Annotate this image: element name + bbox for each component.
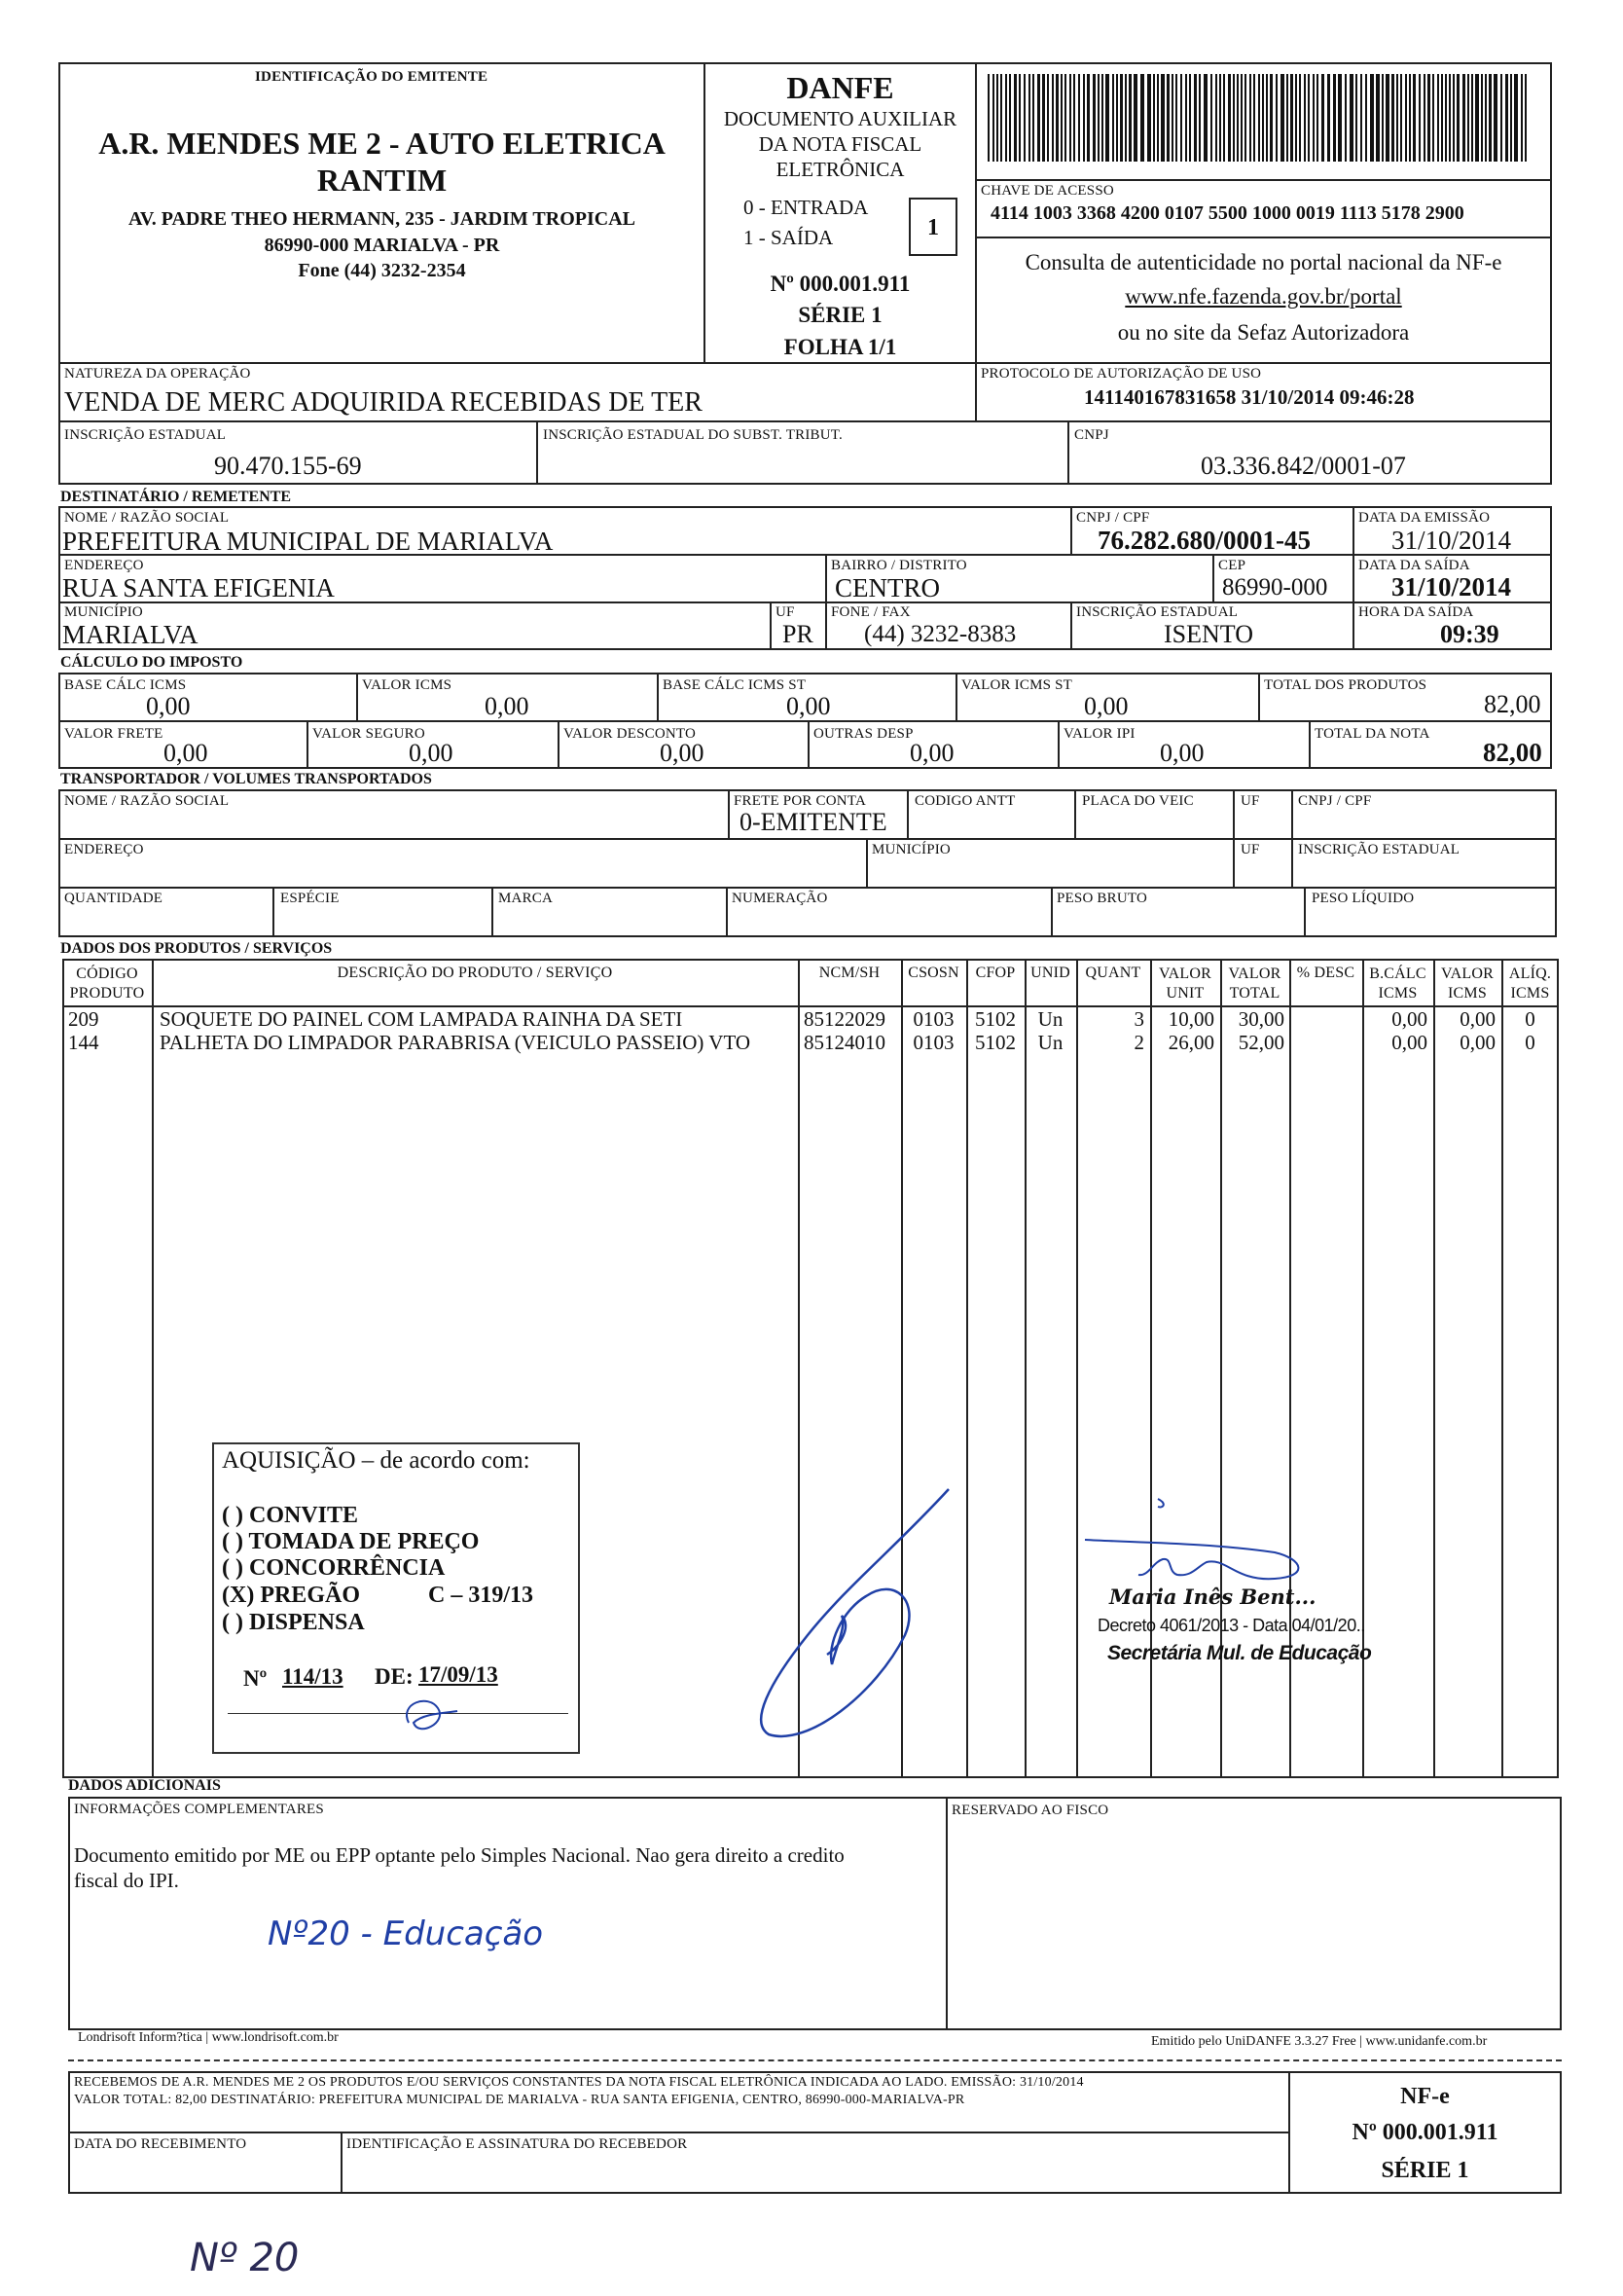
transp-uf2-label: UF — [1241, 842, 1260, 857]
col-desc: % DESC — [1296, 965, 1355, 981]
barcode-bar — [1087, 74, 1090, 162]
barcode-bar — [1338, 74, 1342, 162]
transp-especie-label: ESPÉCIE — [280, 891, 340, 906]
dest-saida-label: DATA DA SAÍDA — [1358, 558, 1470, 573]
barcode-bar — [1249, 74, 1251, 162]
barcode-bar — [1489, 74, 1492, 162]
dest-bairro-label: BAIRRO / DISTRITO — [831, 558, 967, 573]
transp-frete-value: 0-EMITENTE — [739, 808, 887, 836]
barcode-bar — [1258, 74, 1260, 162]
stamp-opt-pregao: (X) PREGÃO — [222, 1583, 360, 1608]
barcode-bar — [1409, 74, 1411, 162]
barcode-bar — [1485, 74, 1487, 162]
barcode-bar — [1290, 74, 1293, 162]
barcode-bar — [1005, 74, 1007, 162]
danfe-numero: Nº 000.001.911 — [770, 272, 911, 296]
barcode-bar — [1134, 74, 1137, 162]
danfe-title: DANFE — [786, 70, 894, 105]
produtos-section-label: DADOS DOS PRODUTOS / SERVIÇOS — [60, 940, 333, 957]
frete-label: VALOR FRETE — [64, 726, 163, 742]
barcode-bar — [1172, 74, 1173, 162]
barcode-bar — [1078, 74, 1080, 162]
barcode-bar — [1140, 74, 1144, 162]
barcode-bar — [1494, 74, 1497, 162]
barcode-bar — [1505, 74, 1508, 162]
barcode-bar — [1441, 74, 1443, 162]
barcode-bar — [1299, 74, 1301, 162]
assinatura-cargo: Secretária Mul. de Educação — [1107, 1642, 1372, 1664]
barcode-bar — [1233, 74, 1235, 162]
dest-uf-value: PR — [782, 620, 813, 648]
barcode-bar — [1210, 74, 1212, 162]
cnpj-value: 03.336.842/0001-07 — [1201, 452, 1406, 480]
barcode-bar — [1391, 74, 1394, 162]
dest-endereco-label: ENDEREÇO — [64, 558, 144, 573]
assinatura-decreto: Decreto 4061/2013 - Data 04/01/20.. — [1098, 1616, 1365, 1635]
total-nota-label: TOTAL DA NOTA — [1315, 726, 1430, 742]
canhoto-serie: SÉRIE 1 — [1381, 2158, 1469, 2183]
barcode-bar — [996, 74, 998, 162]
barcode-bar — [1129, 74, 1132, 162]
barcode-bar — [1215, 74, 1217, 162]
danfe-subtitle-3: ELETRÔNICA — [775, 158, 905, 181]
ipi-value: 0,00 — [1160, 739, 1205, 767]
barcode-bar — [1228, 74, 1231, 162]
barcode-bar — [1061, 74, 1063, 162]
barcode-bar — [1237, 74, 1239, 162]
transportador-section-label: TRANSPORTADOR / VOLUMES TRANSPORTADOS — [60, 771, 432, 787]
barcode-bar — [1370, 74, 1374, 162]
frete-value: 0,00 — [163, 739, 208, 767]
barcode-bar — [1064, 74, 1066, 162]
barcode-bar — [992, 74, 994, 162]
barcode-bar — [1327, 74, 1330, 162]
ie-value: 90.470.155-69 — [214, 452, 362, 480]
emitente-name-line2: RANTIM — [316, 163, 448, 199]
barcode-bar — [1069, 74, 1071, 162]
dest-fone-value: (44) 3232-8383 — [864, 621, 1017, 647]
barcode-bar — [1028, 74, 1030, 162]
consulta-text: Consulta de autenticidade no portal nacional da NF-e — [1025, 250, 1502, 274]
dest-hora-value: 09:39 — [1440, 620, 1499, 648]
desconto-value: 0,00 — [660, 739, 704, 767]
dest-cnpj-value: 76.282.680/0001-45 — [1098, 526, 1311, 555]
cnpj-label: CNPJ — [1074, 427, 1109, 443]
protocolo-value: 141140167831658 31/10/2014 09:46:28 — [1084, 385, 1415, 409]
barcode-bar — [1101, 74, 1103, 162]
barcode-bar — [1453, 74, 1455, 162]
barcode-bar — [1405, 74, 1407, 162]
col-codigo: CÓDIGO PRODUTO — [69, 966, 145, 1002]
base-icms-label: BASE CÁLC ICMS — [64, 677, 187, 693]
barcode-bar — [1457, 74, 1460, 162]
barcode-bar — [1280, 74, 1284, 162]
chave-label: CHAVE DE ACESSO — [981, 183, 1114, 199]
barcode-bar — [1083, 74, 1085, 162]
barcode-bar — [1157, 74, 1159, 162]
barcode-bar — [1037, 74, 1040, 162]
valor-st-value: 0,00 — [1084, 692, 1129, 720]
barcode-bar — [1112, 74, 1114, 162]
barcode-bar — [1223, 74, 1225, 162]
danfe-tipo: 1 — [927, 215, 939, 240]
barcode-bar — [1500, 74, 1502, 162]
transp-cnpj-label: CNPJ / CPF — [1298, 793, 1372, 809]
chave-value: 4114 1003 3368 4200 0107 5500 1000 0019 1113 5178 2900 — [991, 202, 1464, 224]
dest-municipio-value: MARIALVA — [62, 620, 198, 649]
barcode-bar — [1313, 74, 1315, 162]
transp-uf-label: UF — [1241, 793, 1260, 809]
stamp-num-label: Nº — [243, 1666, 268, 1691]
barcode-bar — [1396, 74, 1398, 162]
barcode-bar — [1167, 74, 1170, 162]
stamp-num-value: 114/13 — [282, 1664, 343, 1689]
barcode-bar — [1052, 74, 1054, 162]
barcode-bar — [1189, 74, 1191, 162]
barcode-bar — [1009, 74, 1011, 162]
barcode-bar — [1424, 74, 1425, 162]
natureza-value: VENDA DE MERC ADQUIRIDA RECEBIDAS DE TER — [64, 387, 703, 418]
stamp-title: AQUISIÇÃO – de acordo com: — [222, 1447, 530, 1474]
barcode-bar — [1014, 74, 1017, 162]
seguro-label: VALOR SEGURO — [312, 726, 425, 742]
barcode-bar — [1382, 74, 1384, 162]
consulta-sefaz: ou no site da Sefaz Autorizadora — [1117, 320, 1410, 345]
transp-peso-bruto-label: PESO BRUTO — [1057, 891, 1147, 906]
natureza-label: NATUREZA DA OPERAÇÃO — [64, 366, 251, 382]
danfe-subtitle-2: DA NOTA FISCAL — [758, 132, 922, 156]
transp-peso-liquido-label: PESO LÍQUIDO — [1312, 891, 1415, 906]
handnote-bottom: Nº 20 — [190, 2236, 300, 2280]
ie-label: INSCRIÇÃO ESTADUAL — [64, 427, 227, 443]
dest-hora-label: HORA DA SAÍDA — [1358, 604, 1474, 620]
emitente-name — [58, 125, 705, 200]
transp-nome-label: NOME / RAZÃO SOCIAL — [64, 793, 230, 809]
col-vunit: VALOR UNIT — [1158, 966, 1212, 1002]
barcode-bar — [1521, 74, 1523, 162]
dest-endereco-value: RUA SANTA EFIGENIA — [62, 573, 335, 602]
barcode-bar — [1185, 74, 1187, 162]
barcode-bar — [1437, 74, 1439, 162]
dest-nome-value: PREFEITURA MUNICIPAL DE MARIALVA — [62, 527, 554, 556]
barcode-bar — [1180, 74, 1182, 162]
desconto-label: VALOR DESCONTO — [563, 726, 697, 742]
barcode-bar — [1355, 74, 1357, 162]
dest-emissao-value: 31/10/2014 — [1391, 526, 1512, 555]
fisco-label: RESERVADO AO FISCO — [952, 1803, 1109, 1818]
barcode-bar — [1073, 74, 1075, 162]
barcode-bar — [1345, 74, 1347, 162]
rodape-left: Londrisoft Inform?tica | www.londrisoft.com.br — [78, 2030, 339, 2045]
stamp-rubric — [389, 1684, 467, 1742]
barcode-bar — [1400, 74, 1402, 162]
dest-cnpj-label: CNPJ / CPF — [1076, 510, 1150, 526]
dest-ie-label: INSCRIÇÃO ESTADUAL — [1076, 604, 1239, 620]
barcode-bar — [1276, 74, 1278, 162]
signature-center — [749, 1479, 963, 1752]
dest-bairro-value: CENTRO — [835, 573, 940, 602]
barcode-bar — [1427, 74, 1430, 162]
cut-line — [68, 2059, 1562, 2061]
emitente-phone: Fone (44) 3232-2354 — [298, 260, 466, 281]
barcode-bar — [1510, 74, 1512, 162]
dest-municipio-label: MUNICÍPIO — [64, 604, 143, 620]
barcode-bar — [1199, 74, 1201, 162]
barcode-bar — [1333, 74, 1336, 162]
dest-ie-value: ISENTO — [1164, 620, 1253, 648]
emitente-address: AV. PADRE THEO HERMANN, 235 - JARDIM TROPICAL — [128, 208, 635, 230]
barcode-bar — [1308, 74, 1310, 162]
emitente-section-label: IDENTIFICAÇÃO DO EMITENTE — [255, 69, 488, 85]
barcode-bar — [1360, 74, 1362, 162]
danfe-saida: 1 - SAÍDA — [743, 226, 834, 249]
barcode-bar — [1475, 74, 1479, 162]
stamp-de-label: DE: — [375, 1664, 414, 1689]
transp-endereco-label: ENDEREÇO — [64, 842, 144, 857]
barcode-bar — [1056, 74, 1059, 162]
total-prod-value: 82,00 — [1484, 690, 1541, 718]
barcode-bar — [1219, 74, 1221, 162]
stamp-opt-convite: ( ) CONVITE — [222, 1503, 359, 1528]
barcode-bar — [1120, 74, 1123, 162]
col-aliq: ALÍQ. ICMS — [1508, 966, 1552, 1002]
barcode-bar — [1471, 74, 1473, 162]
transp-marca-label: MARCA — [498, 891, 554, 906]
transp-ie-label: INSCRIÇÃO ESTADUAL — [1298, 842, 1461, 857]
signature-secretaria — [1080, 1489, 1323, 1596]
barcode-bar — [1098, 74, 1100, 162]
base-icms-value: 0,00 — [146, 692, 191, 720]
adicionais-box — [68, 1797, 1562, 2030]
barcode-bar — [1042, 74, 1045, 162]
barcode-bar — [1365, 74, 1367, 162]
barcode-bar — [1514, 74, 1518, 162]
transp-frete-label: FRETE POR CONTA — [734, 793, 866, 809]
barcode-bar — [1153, 74, 1155, 162]
barcode-bar — [1000, 74, 1002, 162]
outras-label: OUTRAS DESP — [813, 726, 914, 742]
stamp-opt-dispensa: ( ) DISPENSA — [222, 1610, 365, 1635]
barcode-bar — [1024, 74, 1026, 162]
imposto-section-label: CÁLCULO DO IMPOSTO — [60, 654, 243, 671]
barcode-bar — [1047, 74, 1049, 162]
danfe-subtitle-1: DOCUMENTO AUXILIAR — [723, 107, 957, 130]
barcode-bar — [1321, 74, 1324, 162]
canhoto-text-1: RECEBEMOS DE A.R. MENDES ME 2 OS PRODUTOS E/OU SERVIÇOS CONSTANTES DA NOTA FISCAL ELETRÔNICA INDICADA AO LADO. EMISSÃO: 31/10/2014 — [74, 2075, 1084, 2090]
consulta-link[interactable]: www.nfe.fazenda.gov.br/portal — [1125, 284, 1402, 309]
barcode-bar — [1270, 74, 1273, 162]
info-label: INFORMAÇÕES COMPLEMENTARES — [74, 1802, 324, 1817]
ipi-label: VALOR IPI — [1064, 726, 1136, 742]
assinatura-name: Maria Inês Bent... — [1109, 1585, 1316, 1609]
outras-value: 0,00 — [910, 739, 955, 767]
barcode-bar — [1449, 74, 1451, 162]
canhoto-assinatura-label: IDENTIFICAÇÃO E ASSINATURA DO RECEBEDOR — [346, 2136, 688, 2152]
col-cfop: CFOP — [975, 965, 1016, 981]
emitente-city: 86990-000 MARIALVA - PR — [264, 235, 500, 256]
barcode-bar — [1019, 74, 1021, 162]
transp-municipio-label: MUNICÍPIO — [872, 842, 951, 857]
col-vtotal: VALOR TOTAL — [1228, 966, 1281, 1002]
col-bcalc: B.CÁLC ICMS — [1369, 966, 1426, 1002]
base-st-value: 0,00 — [786, 692, 831, 720]
info-handwritten: Nº20 - Educação — [268, 1914, 544, 1953]
barcode-bar — [1419, 74, 1421, 162]
info-line2: fiscal do IPI. — [74, 1869, 179, 1892]
barcode-bar — [1286, 74, 1288, 162]
canhoto-numero: Nº 000.001.911 — [1352, 2120, 1498, 2145]
dest-nome-label: NOME / RAZÃO SOCIAL — [64, 510, 230, 526]
barcode-bar — [1105, 74, 1109, 162]
ie-st-label: INSCRIÇÃO ESTADUAL DO SUBST. TRIBUT. — [543, 427, 843, 443]
seguro-value: 0,00 — [409, 739, 453, 767]
barcode-bar — [1432, 74, 1434, 162]
info-line1: Documento emitido por ME ou EPP optante pelo Simples Nacional. Nao gera direito a credito — [74, 1843, 845, 1867]
dest-uf-label: UF — [775, 604, 795, 620]
stamp-de-value: 17/09/13 — [418, 1662, 498, 1687]
col-descricao: DESCRIÇÃO DO PRODUTO / SERVIÇO — [337, 965, 613, 981]
danfe-folha: FOLHA 1/1 — [783, 335, 897, 359]
barcode-bar — [1204, 74, 1208, 162]
barcode-bar — [1266, 74, 1268, 162]
valor-icms-value: 0,00 — [485, 692, 529, 720]
barcode-bar — [1125, 74, 1127, 162]
dest-fone-label: FONE / FAX — [831, 604, 911, 620]
adicionais-section-label: DADOS ADICIONAIS — [68, 1777, 221, 1794]
total-prod-label: TOTAL DOS PRODUTOS — [1264, 677, 1427, 693]
barcode-bar — [988, 74, 990, 162]
barcode-bar — [1467, 74, 1469, 162]
transp-quantidade-label: QUANTIDADE — [64, 891, 163, 906]
stamp-opt-tomada: ( ) TOMADA DE PREÇO — [222, 1529, 480, 1554]
barcode-bar — [1147, 74, 1151, 162]
col-csosn: CSOSN — [908, 965, 959, 981]
dest-saida-value: 31/10/2014 — [1391, 572, 1512, 601]
barcode-bar — [1376, 74, 1380, 162]
stamp-opt-concorrencia: ( ) CONCORRÊNCIA — [222, 1555, 446, 1581]
base-st-label: BASE CÁLC ICMS ST — [663, 677, 807, 693]
col-unid: UNID — [1030, 965, 1070, 981]
barcode-bar — [1262, 74, 1264, 162]
barcode-bar — [1194, 74, 1197, 162]
dest-cep-value: 86990-000 — [1222, 574, 1328, 601]
transp-antt-label: CODIGO ANTT — [915, 793, 1016, 809]
barcode-bar — [1481, 74, 1483, 162]
rodape-right: Emitido pelo UniDANFE 3.3.27 Free | www.unidanfe.com.br — [1151, 2034, 1488, 2049]
barcode-bar — [1175, 74, 1177, 162]
barcode-bar — [1386, 74, 1389, 162]
col-ncm: NCM/SH — [818, 965, 881, 981]
barcode — [988, 74, 1533, 162]
stamp-pregao-ref: C – 319/13 — [428, 1583, 533, 1608]
total-nota-value: 82,00 — [1483, 738, 1542, 767]
barcode-bar — [1241, 74, 1243, 162]
col-quant: QUANT — [1085, 965, 1141, 981]
barcode-bar — [1244, 74, 1246, 162]
transp-placa-label: PLACA DO VEIC — [1082, 793, 1194, 809]
protocolo-label: PROTOCOLO DE AUTORIZAÇÃO DE USO — [981, 366, 1262, 382]
valor-icms-label: VALOR ICMS — [362, 677, 452, 693]
canhoto-nfe: NF-e — [1400, 2084, 1450, 2109]
danfe-entrada: 0 - ENTRADA — [743, 196, 869, 219]
barcode-bar — [1093, 74, 1096, 162]
transp-numeracao-label: NUMERAÇÃO — [732, 891, 828, 906]
barcode-bar — [1032, 74, 1034, 162]
col-vicms: VALOR ICMS — [1440, 966, 1495, 1002]
barcode-bar — [1462, 74, 1465, 162]
dest-cep-label: CEP — [1218, 558, 1246, 573]
dest-emissao-label: DATA DA EMISSÃO — [1358, 510, 1491, 526]
barcode-bar — [1304, 74, 1306, 162]
barcode-bar — [1413, 74, 1416, 162]
barcode-bar — [1316, 74, 1318, 162]
barcode-bar — [1445, 74, 1447, 162]
canhoto-data-label: DATA DO RECEBIMENTO — [74, 2136, 247, 2152]
destinatario-section-label: DESTINATÁRIO / REMETENTE — [60, 489, 292, 505]
valor-st-label: VALOR ICMS ST — [961, 677, 1073, 693]
barcode-bar — [1161, 74, 1165, 162]
barcode-bar — [1295, 74, 1297, 162]
barcode-bar — [1525, 74, 1527, 162]
canhoto-text-2: VALOR TOTAL: 82,00 DESTINATÁRIO: PREFEITURA MUNICIPAL DE MARIALVA - RUA SANTA EFIGENIA, CENTRO, 86990-000-MARIALVA-PR — [74, 2093, 965, 2107]
danfe-serie: SÉRIE 1 — [798, 303, 883, 327]
emitente-name-line1: A.R. MENDES ME 2 - AUTO ELETRICA — [98, 126, 666, 161]
barcode-bar — [1350, 74, 1353, 162]
barcode-bar — [1116, 74, 1118, 162]
barcode-bar — [1253, 74, 1255, 162]
